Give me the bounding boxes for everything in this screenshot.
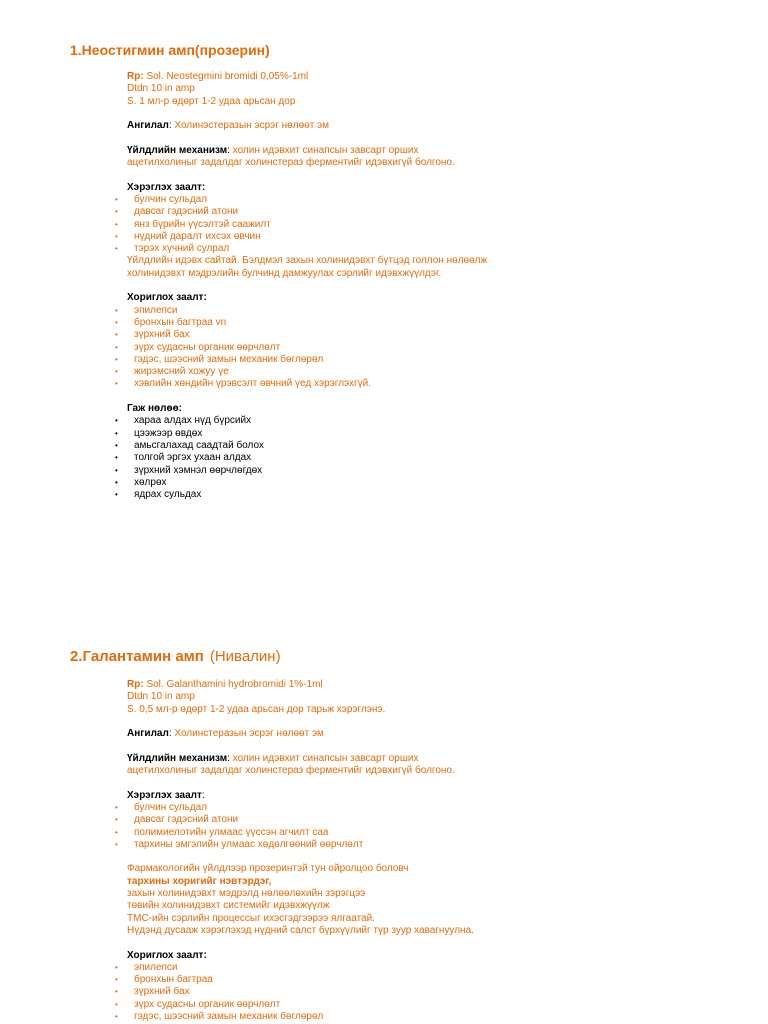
list-item: • бронхын багтраа [115, 974, 213, 986]
bullet-icon: • [115, 827, 118, 837]
bullet-icon: • [115, 367, 118, 377]
indications-list [115, 193, 727, 255]
class-line [127, 120, 727, 132]
rp-line [127, 679, 727, 691]
list-item: • булчин сульдал [115, 193, 208, 205]
list-item: • гэдэс, шээсний замын механик бөглөрөл [115, 1011, 324, 1023]
list-item: • жирэмсний хожуу үе [115, 366, 229, 378]
class-label: Ангилал [127, 120, 169, 132]
mechanism-text-cont: ацетилхолиныг задалдаг холинстераз ферментийг идэвхигүй болгоно. [127, 157, 455, 169]
mechanism-label: Үйлдлийн механизм [127, 144, 228, 156]
class-line [127, 728, 727, 740]
indications-list [115, 801, 727, 851]
indications-heading [127, 790, 727, 802]
bullet-icon: • [115, 839, 118, 849]
list-item: • толгой эргэх ухаан алдах [115, 452, 252, 464]
dtdn-line: Dtdn 10 in amp [127, 691, 195, 703]
bullet-icon: • [115, 219, 118, 229]
rp-text: Sol. Neostegmini bromidi 0,05%-1ml [146, 71, 309, 82]
bullet-icon: • [115, 354, 118, 364]
list-item: • хөлрөх [115, 476, 167, 488]
bullet-icon: • [115, 477, 118, 487]
sig-line: S. 0,5 мл-р өдөрт 1-2 удаа арьсан дор тарьж хэрэглэнэ. [127, 703, 386, 715]
list-item: • бронхын багтраа vn [115, 316, 227, 328]
indication-note-cont: холинидэвхт мэдрэлийн булчинд дамжуулах сэрлийг идэвхжүүлдэг. [127, 267, 442, 279]
list-item: • эпилепси [115, 304, 178, 316]
section-title [70, 648, 281, 665]
list-item: • тархины эмгэлийн улмаас хөдөлгөөний өөрчлөлт [115, 838, 364, 850]
bullet-icon: • [115, 815, 118, 825]
sig-line: S. 1 мл-р өдөрт 1-2 удаа арьсан дор [127, 95, 296, 107]
list-item: • зүрхний хэмнэл өөрчлөгдөх [115, 464, 263, 476]
dtdn-line: Dtdn 10 in amp [127, 83, 195, 95]
indications-sep: : [201, 789, 205, 801]
pharmacology-text: Нүдэнд дусааж хэрэглэхэд нүдний салст бүрхүүлийг түр зуур хавагнуулна. [127, 924, 474, 936]
list-item: • ядрах сульдах [115, 489, 202, 501]
class-text: Холинстеразын эсрэг нөлөөт эм [174, 728, 324, 740]
rp-text: Sol. Galanthamini hydrobromidi 1%-1ml [146, 679, 323, 690]
mechanism-line [127, 753, 727, 765]
bullet-icon: • [115, 802, 118, 812]
bullet-icon: • [115, 428, 118, 438]
list-item: • гэдэс, шээсний замын механик бөглөрөл [115, 353, 324, 365]
section-title-alt: (Нивалин) [209, 648, 281, 665]
list-item: • булчин сульдал [115, 801, 208, 813]
bullet-icon: • [115, 440, 118, 450]
indications-heading: Хэрэглэх заалт: [127, 181, 206, 193]
list-item: • зүрхний бах [115, 986, 190, 998]
section-title-main: 2.Галантамин амп [70, 648, 204, 665]
list-item: • хараа алдах нүд бүрсийх [115, 415, 252, 427]
section-body [115, 679, 727, 1023]
bullet-icon: • [115, 244, 118, 254]
indications-label: Хэрэглэх заалт [127, 789, 202, 801]
contraindications-list [115, 304, 727, 391]
contraindications-heading: Хориглох заалт: [127, 949, 207, 961]
list-item: • зүрх судасны органик өөрчлөлт [115, 998, 281, 1010]
bullet-icon: • [115, 962, 118, 972]
list-item: • эпилепси [115, 961, 178, 973]
mechanism-line [127, 145, 727, 157]
class-sep: : [168, 120, 172, 132]
mechanism-text: холин идэвхит синапсын завсарт орших [232, 144, 419, 156]
bullet-icon: • [115, 999, 118, 1009]
pharmacology-text: захын холинидэвхт мэдрэлд нөлөөлөхийн зэрэгцээ [127, 888, 366, 900]
bullet-icon: • [115, 207, 118, 217]
list-item: • хэвлийн хөндийн үрэвсэлт өвчний үед хэрэглэхгүй. [115, 378, 372, 390]
mechanism-sep: : [227, 144, 230, 156]
class-text: Холинэстеразын эсрэг нөлөөт эм [174, 120, 330, 132]
bullet-icon: • [115, 987, 118, 997]
bullet-icon: • [115, 305, 118, 315]
list-item: • нүдний даралт ихсэх өвчин [115, 230, 261, 242]
class-label: Ангилал [127, 728, 169, 740]
side-effects-list [115, 415, 727, 501]
class-sep: : [168, 728, 172, 740]
side-effects-heading: Гаж нөлөө: [127, 403, 183, 415]
rp-label: Rp: [127, 679, 144, 690]
pharmacology-text: төвийн холинидэвхт системийг идэвхжүүлж [127, 900, 330, 912]
bullet-icon: • [115, 453, 118, 463]
bullet-icon: • [115, 379, 118, 389]
contraindications-list [115, 961, 727, 1023]
list-item: • давсаг гэдэсний атони [115, 206, 239, 218]
bullet-icon: • [115, 975, 118, 985]
section-body [115, 71, 727, 501]
bullet-icon: • [115, 330, 118, 340]
list-item: • янз бүрийн үүсэлтэй саажилт [115, 218, 271, 230]
contraindications-heading: Хориглох заалт: [127, 292, 207, 304]
pharmacology-text: ТМС-ийн сэрлийн процессыг ихэсгэдгээрээ ялгаатай. [127, 912, 375, 924]
rp-label: Rp: [127, 71, 144, 82]
list-item: • амьсгалахад саадтай болох [115, 439, 264, 451]
mechanism-text: холин идэвхит синапсын завсарт орших [232, 752, 419, 764]
mechanism-text-cont: ацетилхолиныг задалдаг холинстераз ферментийг идэвхигүй болгоно. [127, 765, 455, 777]
list-item: • тэрэх хүчний сулрал [115, 243, 230, 255]
list-item: • полимиелотийн улмаас үүссэн агчилт саа [115, 826, 329, 838]
list-item: • зүрх судасны органик өөрчлөлт [115, 341, 281, 353]
list-item: • зүрхний бах [115, 329, 190, 341]
list-item: • цээжээр өвдөх [115, 427, 203, 439]
mechanism-label: Үйлдлийн механизм [127, 752, 228, 764]
pharmacology-bold: тархины хоригийг нэвтэрдэг, [127, 875, 272, 887]
bullet-icon: • [115, 342, 118, 352]
bullet-icon: • [115, 416, 118, 426]
section-title: 1.Неостигмин амп(прозерин) [70, 42, 270, 58]
bullet-icon: • [115, 490, 118, 500]
bullet-icon: • [115, 194, 118, 204]
pharmacology-text: Фармакологийн үйлдлээр прозеринтэй тун ойролцоо боловч [127, 863, 409, 875]
bullet-icon: • [115, 317, 118, 327]
list-item: • давсаг гэдэсний атони [115, 814, 239, 826]
rp-line [127, 71, 727, 83]
mechanism-sep: : [227, 752, 230, 764]
bullet-icon: • [115, 231, 118, 241]
bullet-icon: • [115, 465, 118, 475]
indication-note: Үйлдлийн идэвх сайтай. Бэлдмэл захын холинидэвхт бүтцэд голлон нөлөөлж [127, 255, 488, 267]
bullet-icon: • [115, 1012, 118, 1022]
